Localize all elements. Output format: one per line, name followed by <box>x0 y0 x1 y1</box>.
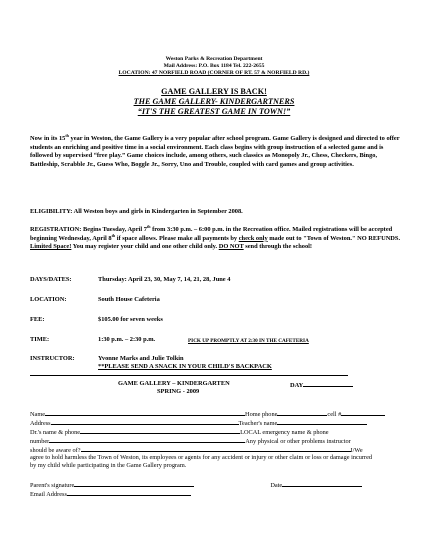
time-value: 1:30 p.m. – 2:30 p.m. <box>98 336 156 343</box>
eligibility: ELIGIBILITY: All Weston boys and girls in Kindergarten in September 2008. <box>30 208 243 215</box>
day-field[interactable] <box>303 380 353 387</box>
home-phone-field[interactable] <box>277 409 327 416</box>
address-field[interactable] <box>51 418 239 425</box>
date-field[interactable] <box>282 480 362 487</box>
form-line-name: Name Home phone cell # <box>30 409 402 419</box>
location-label: LOCATION: <box>30 296 67 303</box>
form-line-doctor: Dr.'s name & phone LOCAL emergency name & phone <box>30 429 329 436</box>
form-program: GAME GALLERY – KINDERGARTEN <box>118 380 230 387</box>
signature-field[interactable] <box>74 480 194 487</box>
department-name: Weston Parks & Recreation Department <box>165 56 263 62</box>
snack-note: **PLEASE SEND A SNACK IN YOUR CHILD'S BACKPACK <box>98 363 272 370</box>
title-slogan: “IT'S THE GREATEST GAME IN TOWN!” <box>137 107 291 116</box>
title-program: THE GAME GALLERY- KINDERGARTNERS <box>133 97 295 106</box>
intro-paragraph: Now in its 15th year in Weston, the Game Gallery is a very popular after school program. Game Gallery is designed and directed to offer students an enriching and positive time in a social environment. Each class begins with group instruction of a selected game and is followed by supervised “free play.” Game choices include, among others, such classics as Monopoly Jr., Chess, Checkers, Bingo, Battleship, Scrabble Jr., Guess Who, Boggle Jr., Sorry, Uno and Trouble, coupled with card games and group activities. <box>30 132 400 168</box>
fee-label: FEE: <box>30 316 45 323</box>
instructor-label: INSTRUCTOR: <box>30 355 75 362</box>
form-line-address: Address Teacher's name <box>30 418 402 428</box>
form-line-number: number Any physical or other problems instructor <box>30 438 351 445</box>
time-label: TIME: <box>30 336 50 343</box>
form-line-aware: should be aware of? I/We <box>30 447 363 454</box>
email-field[interactable] <box>67 489 191 496</box>
form-line-email: Email Address <box>30 489 402 499</box>
form-line-signature: Parent's signature Date <box>30 480 402 490</box>
doctor-field[interactable] <box>80 427 240 434</box>
cell-field[interactable] <box>341 409 385 416</box>
instructor-value: Yvonne Marks and Julie Tolkin <box>98 355 184 362</box>
emergency-number-field[interactable] <box>49 436 245 443</box>
mail-address: Mail Address: P.O. Box 1184 Tel. 222-2655 <box>163 63 265 69</box>
days-label: DAYS/DATES: <box>30 276 72 283</box>
name-field[interactable] <box>45 409 245 416</box>
registration-paragraph: REGISTRATION: Begins Tuesday, April 7th from 3:30 p.m. – 6:00 p.m. in the Recreation office. Mailed registrations will be accepted beginning Wednesday, April 8th if space allows. Please make all payments by check only made out to "Town of Weston." NO REFUNDS. Limited Space! You may register your child and one other child only. DO NOT send through the school! <box>30 223 401 251</box>
fee-value: $105.00 for seven weeks <box>98 316 163 323</box>
waiver-text: agree to hold harmless the Town of Weston, its employees or agents for any accident or injury or other claim or loss or damage incurred by my child while participating in the Game Gallery program. <box>30 454 373 470</box>
divider-line <box>30 375 348 376</box>
title-back: GAME GALLERY IS BACK! <box>161 87 267 96</box>
location-value: South House Cafeteria <box>98 296 160 303</box>
teacher-field[interactable] <box>277 418 367 425</box>
location-address: LOCATION: 47 NORFIELD ROAD (CORNER OF RT. 57 & NORFIELD RD.) <box>118 70 310 76</box>
form-day: DAY <box>290 380 353 390</box>
form-season: SPRING - 2009 <box>157 388 200 395</box>
days-value: Thursday: April 23, 30, May 7, 14, 21, 28, June 4 <box>98 276 231 283</box>
pickup-note: PICK UP PROMPTLY AT 2:30 IN THE CAFETERIA <box>188 337 309 344</box>
aware-field[interactable] <box>81 445 351 452</box>
